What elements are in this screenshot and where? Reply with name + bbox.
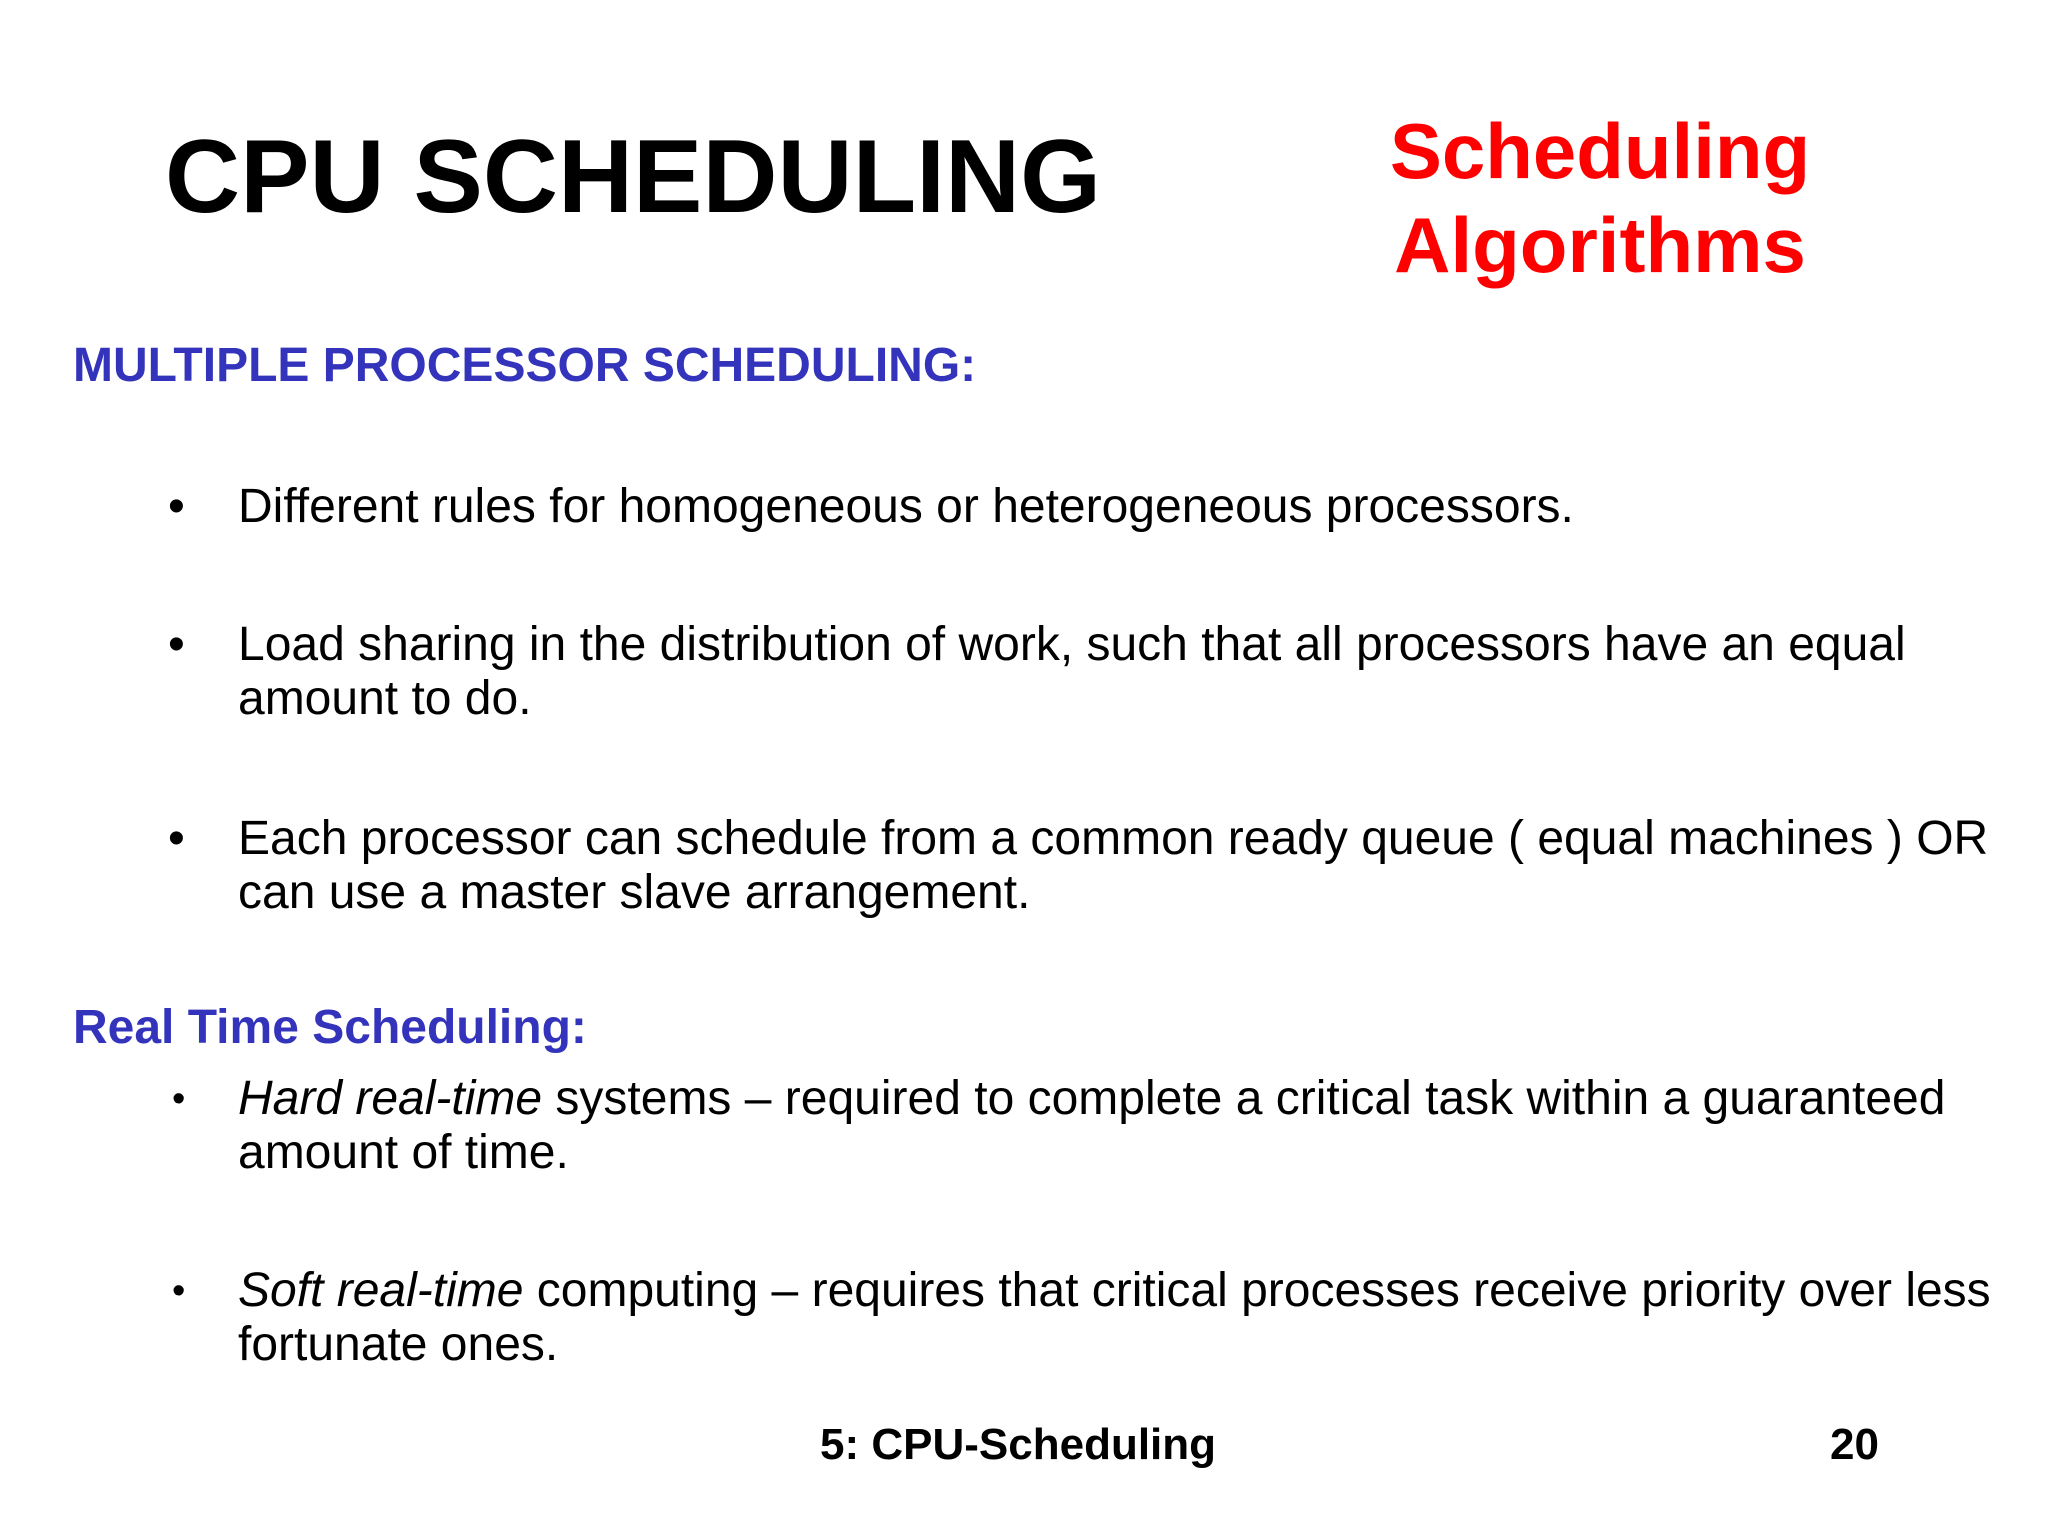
section-heading-realtime: Real Time Scheduling: xyxy=(73,1001,587,1054)
bullet-icon: • xyxy=(168,480,185,533)
section-heading-multiprocessor: MULTIPLE PROCESSOR SCHEDULING: xyxy=(73,339,977,392)
bullet-text: Different rules for homogeneous or heterogeneous processors. xyxy=(238,480,1574,533)
topic-title-line2: Algorithms xyxy=(1394,200,1806,289)
bullet-icon: • xyxy=(172,1270,186,1312)
page-number: 20 xyxy=(1830,1420,1879,1469)
bullet-text: Each processor can schedule from a common ready queue ( equal machines ) OR can use a master slave arrangement. xyxy=(238,812,1989,919)
bullet-emphasis: Hard real-time xyxy=(238,1072,543,1125)
bullet-emphasis: Soft real-time xyxy=(238,1264,524,1317)
topic-title xyxy=(1360,105,1840,292)
bullet-text xyxy=(238,1264,1998,1372)
bullet-text: Load sharing in the distribution of work, such that all processors have an equal amount to do. xyxy=(238,618,1906,725)
topic-title-line1: Scheduling xyxy=(1389,107,1811,195)
bullet-icon: • xyxy=(172,1078,186,1120)
bullet-icon: • xyxy=(168,812,185,865)
slide-title: CPU SCHEDULING xyxy=(165,119,1102,235)
bullet-rest: computing – requires that critical processes receive priority over less fortunate ones. xyxy=(238,1264,1991,1371)
bullet-text xyxy=(238,1072,1998,1180)
bullet-rest: systems – required to complete a critical task within a guaranteed amount of time. xyxy=(238,1072,1946,1179)
footer-title: 5: CPU-Scheduling xyxy=(820,1420,1217,1469)
bullet-icon: • xyxy=(168,618,185,671)
